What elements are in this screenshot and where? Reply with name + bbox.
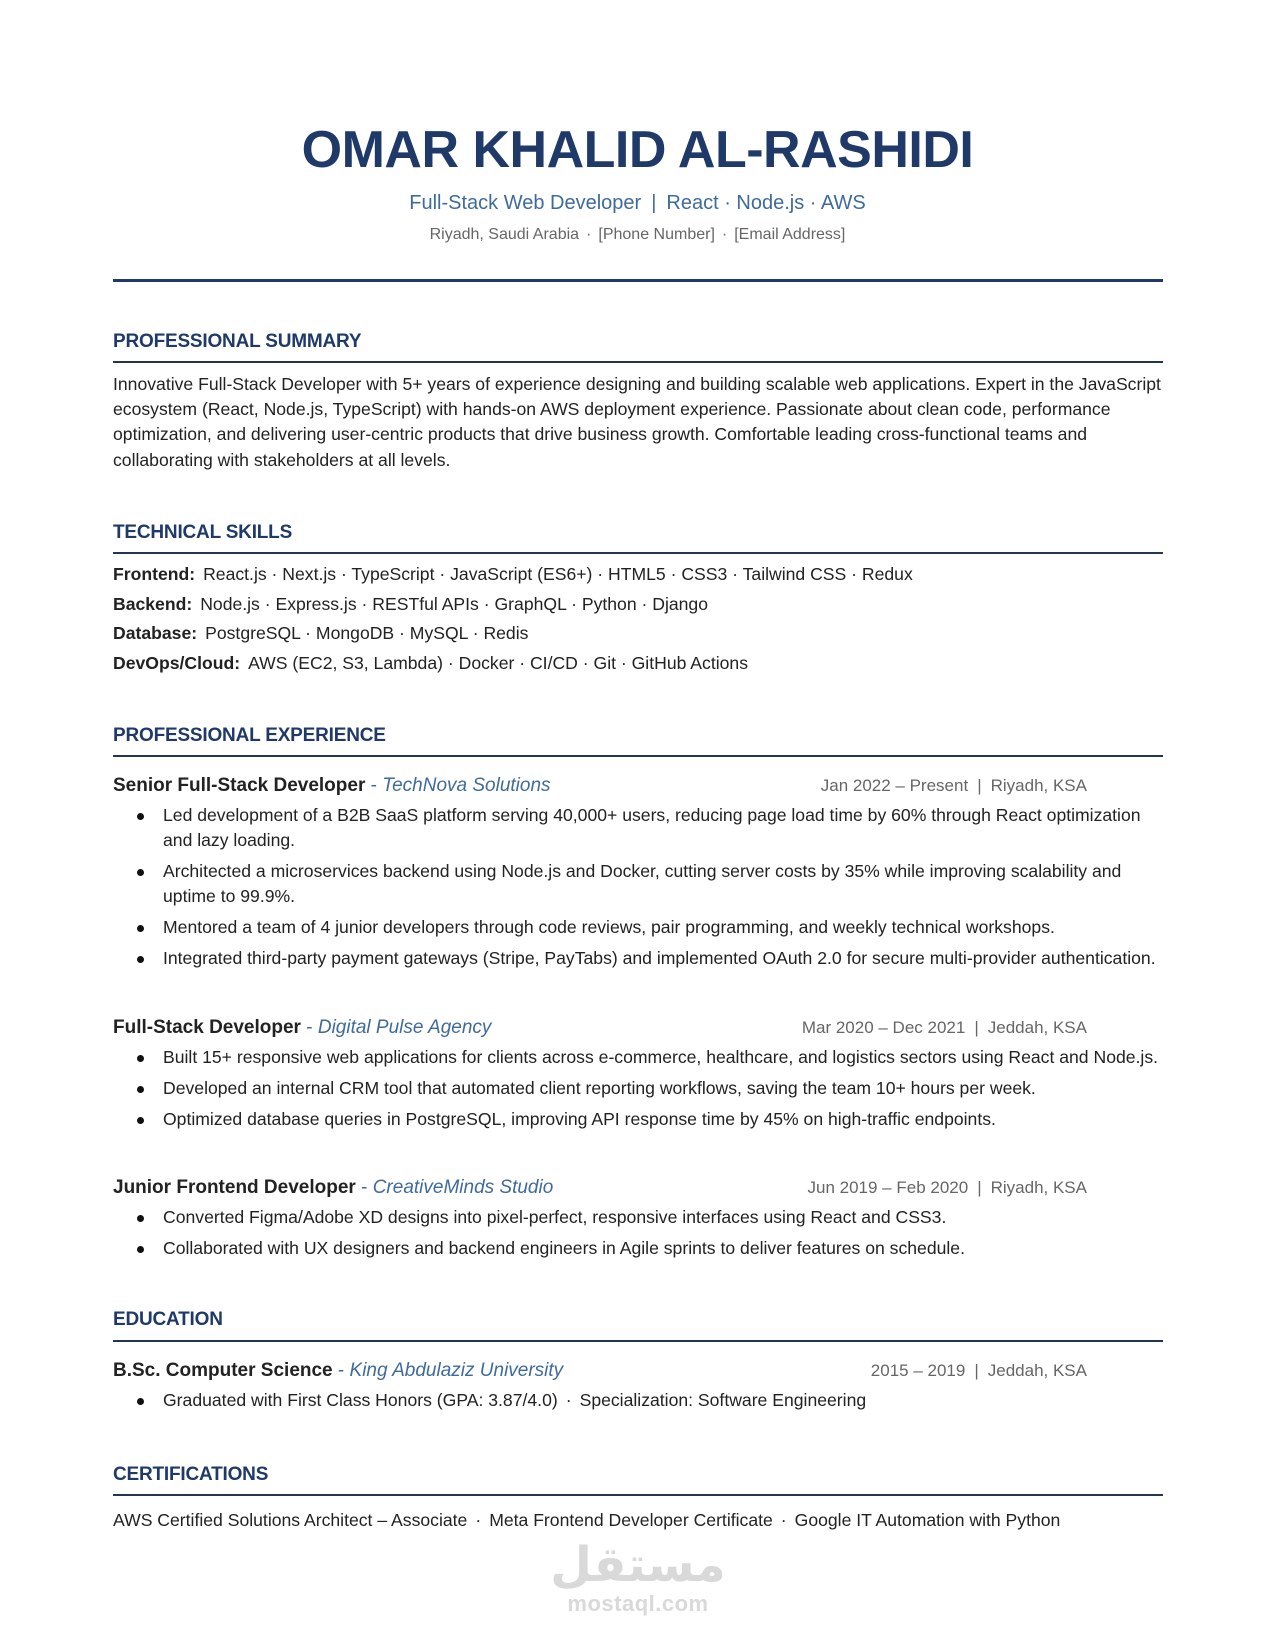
job-company: CreativeMinds Studio <box>372 1177 554 1198</box>
cert-separator: · <box>780 1510 787 1530</box>
certification-item: Google IT Automation with Python <box>794 1510 1061 1530</box>
job-header <box>113 1015 1163 1045</box>
bullet-icon <box>137 1086 144 1093</box>
bullet-item <box>113 1388 1163 1413</box>
job-location: Jeddah, KSA <box>987 1018 1087 1037</box>
tech-stack-headline: React · Node.js · AWS <box>666 192 866 214</box>
job-meta <box>821 773 1087 799</box>
job-meta <box>802 1015 1087 1041</box>
skill-value: AWS (EC2, S3, Lambda) · Docker · CI/CD · Git · GitHub Actions <box>248 652 748 673</box>
job-dash: - <box>306 1017 313 1038</box>
meta-separator: | <box>974 1361 979 1380</box>
school: King Abdulaziz University <box>349 1360 564 1381</box>
section-divider <box>113 755 1163 757</box>
bullet-icon <box>137 1117 144 1124</box>
job-entry <box>113 1015 1163 1137</box>
job-dates: Mar 2020 – Dec 2021 <box>801 1018 966 1037</box>
certification-item: Meta Frontend Developer Certificate <box>489 1510 773 1530</box>
section-divider <box>113 1340 1163 1342</box>
job-company: Digital Pulse Agency <box>317 1017 492 1038</box>
bullet-text: Architected a microservices backend using Node.js and Docker, cutting server costs by 35% while improving scalability and uptime to 99.9%. <box>163 861 1122 907</box>
job-entry <box>113 1175 1163 1267</box>
bullet-item <box>113 915 1163 940</box>
job-title: Junior Frontend Developer <box>113 1177 356 1198</box>
contact-phone: [Phone Number] <box>598 226 715 243</box>
certifications-list <box>113 1508 1173 1532</box>
skill-label: DevOps/Cloud: <box>113 652 241 673</box>
bullet-text: Collaborated with UX designers and backend engineers in Agile sprints to deliver features on schedule. <box>163 1237 965 1258</box>
skill-value: Node.js · Express.js · RESTful APIs · GraphQL · Python · Django <box>200 593 708 614</box>
section-title-education: EDUCATION <box>113 1309 223 1330</box>
section-title-experience: PROFESSIONAL EXPERIENCE <box>113 725 386 746</box>
job-dash: - <box>361 1177 368 1198</box>
education-meta <box>871 1358 1087 1384</box>
tagline-separator: | <box>651 192 657 214</box>
bullet-icon <box>137 956 144 963</box>
bullet-text: Optimized database queries in PostgreSQL, improving API response time by 45% on high-traffic endpoints. <box>163 1108 996 1129</box>
meta-separator: | <box>977 1178 982 1197</box>
contact-separator: · <box>721 226 728 243</box>
bullet-text: Integrated third-party payment gateways (Stripe, PayTabs) and implemented OAuth 2.0 for secure multi-provider authentication. <box>163 947 1156 968</box>
job-location: Riyadh, KSA <box>990 1178 1087 1197</box>
skills-list <box>113 563 1163 681</box>
meta-separator: | <box>977 776 982 795</box>
skill-label: Database: <box>113 623 198 644</box>
bullet-item <box>113 859 1163 909</box>
education-dates: 2015 – 2019 <box>870 1361 966 1380</box>
contact-separator: · <box>586 226 592 243</box>
job-location: Riyadh, KSA <box>990 776 1087 795</box>
bullet-icon <box>137 813 144 820</box>
job-title-headline: Full-Stack Web Developer <box>409 192 642 214</box>
section-title-certifications: CERTIFICATIONS <box>113 1464 269 1485</box>
watermark-logo <box>548 1538 728 1616</box>
education-entry <box>113 1358 1163 1419</box>
header-divider <box>113 279 1163 282</box>
section-title-skills: TECHNICAL SKILLS <box>113 522 293 543</box>
job-entry <box>113 773 1163 977</box>
job-title: Senior Full-Stack Developer <box>113 775 366 796</box>
job-dash: - <box>370 775 377 796</box>
skill-value: PostgreSQL · MongoDB · MySQL · Redis <box>205 623 529 644</box>
education-honors: Graduated with First Class Honors (GPA: 3.87/4.0) <box>163 1390 558 1410</box>
section-divider <box>113 552 1163 554</box>
section-title-summary: PROFESSIONAL SUMMARY <box>113 331 362 352</box>
tagline <box>0 190 1275 216</box>
degree: B.Sc. Computer Science <box>113 1360 333 1381</box>
education-header <box>113 1358 1163 1388</box>
job-bullets <box>113 1205 1163 1261</box>
contact-email: [Email Address] <box>734 226 846 243</box>
candidate-name: OMAR KHALID AL-RASHIDI <box>301 121 974 179</box>
job-dates: Jan 2022 – Present <box>820 776 969 795</box>
skill-row-devops <box>113 652 1163 682</box>
bullet-icon <box>137 1246 144 1253</box>
job-bullets <box>113 803 1163 971</box>
education-dash: - <box>337 1360 345 1381</box>
skill-row-frontend <box>113 563 1163 593</box>
bullet-item <box>113 1236 1163 1261</box>
bullet-text: Led development of a B2B SaaS platform serving 40,000+ users, reducing page load time by 60% through React optimization and lazy loading. <box>163 805 1141 851</box>
cert-separator: · <box>475 1510 482 1530</box>
job-title: Full-Stack Developer <box>113 1017 301 1038</box>
skill-label: Backend: <box>113 593 193 614</box>
bullet-text: Converted Figma/Adobe XD designs into pixel-perfect, responsive interfaces using React and CSS3. <box>163 1207 947 1227</box>
education-bullets <box>113 1388 1163 1413</box>
bullet-item <box>113 1107 1163 1132</box>
education-specialization: Specialization: Software Engineering <box>579 1390 867 1410</box>
section-divider <box>113 1494 1163 1496</box>
meta-separator: | <box>974 1018 979 1037</box>
education-location: Jeddah, KSA <box>987 1361 1087 1380</box>
skill-row-backend <box>113 593 1163 623</box>
bullet-text: Developed an internal CRM tool that automated client reporting workflows, saving the team 10+ hours per week. <box>163 1077 1036 1098</box>
job-dates: Jun 2019 – Feb 2020 <box>807 1178 969 1197</box>
bullet-item <box>113 803 1163 853</box>
contact-line <box>0 224 1275 246</box>
bullet-icon <box>137 925 144 932</box>
bullet-item <box>113 1205 1163 1230</box>
bullet-text: Built 15+ responsive web applications for clients across e-commerce, healthcare, and logistics sectors using React and Node.js. <box>163 1047 1159 1067</box>
skill-row-database <box>113 622 1163 652</box>
job-header <box>113 773 1163 803</box>
certification-item: AWS Certified Solutions Architect – Associate <box>113 1510 468 1530</box>
bullet-item <box>113 1076 1163 1101</box>
bullet-icon <box>137 1055 144 1062</box>
bullet-icon <box>137 1215 144 1222</box>
bullet-text: Mentored a team of 4 junior developers through code reviews, pair programming, and weekly technical workshops. <box>163 917 1055 937</box>
section-divider <box>113 361 1163 363</box>
skill-label: Frontend: <box>113 564 196 584</box>
bullet-icon <box>137 1398 144 1405</box>
job-company: TechNova Solutions <box>382 775 551 796</box>
watermark-latin: mostaql.com <box>567 1591 709 1616</box>
bullet-item <box>113 946 1163 971</box>
job-header <box>113 1175 1163 1205</box>
skill-value: React.js · Next.js · TypeScript · JavaScript (ES6+) · HTML5 · CSS3 · Tailwind CSS · Redux <box>203 564 913 584</box>
job-meta <box>808 1175 1088 1201</box>
watermark-arabic: مستقل <box>550 1537 726 1593</box>
education-detail-separator: · <box>565 1390 572 1410</box>
job-bullets <box>113 1045 1163 1132</box>
bullet-icon <box>137 869 144 876</box>
contact-location: Riyadh, Saudi Arabia <box>429 226 580 243</box>
bullet-item <box>113 1045 1163 1070</box>
summary-text: Innovative Full-Stack Developer with 5+ years of experience designing and building scalable web applications. Expert in the JavaScript ecosystem (React, Node.js, TypeScript) with hands-on AWS deployment experience. Passionate about clean code, performance optimization, and delivering user-centric products that drive business growth. Comfortable leading cross-functional teams and collaborating with stakeholders at all levels. <box>113 374 1161 470</box>
